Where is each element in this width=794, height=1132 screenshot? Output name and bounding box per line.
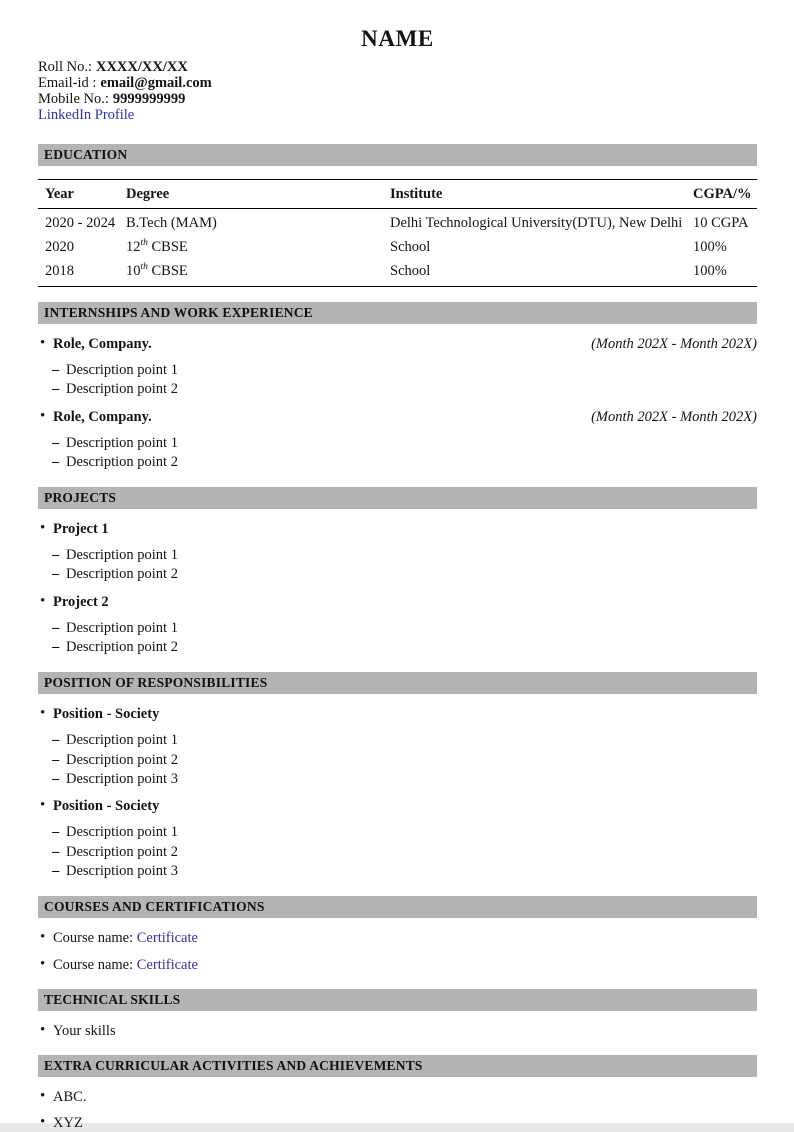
- responsibilities-section: [38, 706, 757, 881]
- entry-points: [38, 823, 757, 881]
- cell-year: 2020: [45, 239, 74, 255]
- course-item: [38, 930, 757, 947]
- course-item: [38, 957, 757, 974]
- cell-degree: B.Tech (MAM): [126, 215, 217, 231]
- education-header-row: [38, 180, 757, 209]
- section-header-projects: PROJECTS: [38, 487, 757, 509]
- entry-head: [38, 336, 757, 353]
- page-title: NAME: [361, 26, 434, 51]
- table-row: [38, 209, 757, 236]
- list-item: – Description point 1: [38, 546, 757, 565]
- entry-head: [38, 594, 757, 611]
- entry-date: (Month 202X - Month 202X): [591, 408, 757, 425]
- section-header-internships: INTERNSHIPS AND WORK EXPERIENCE: [38, 302, 757, 324]
- certificate-link[interactable]: Certificate: [136, 956, 198, 973]
- section-header-skills: TECHNICAL SKILLS: [38, 989, 757, 1011]
- skill-item: • Your skills: [38, 1023, 757, 1040]
- cell-cgpa: 10 CGPA: [693, 215, 749, 231]
- project-entry: [38, 594, 757, 658]
- list-item: – Description point 1: [38, 361, 757, 380]
- extracurricular-section: [38, 1089, 757, 1132]
- entry-title: • Project 1: [53, 521, 109, 538]
- achievement-item: • ABC.: [38, 1089, 757, 1106]
- section-header-extracurricular: EXTRA CURRICULAR ACTIVITIES AND ACHIEVEMENTS: [38, 1055, 757, 1077]
- list-item: – Description point 2: [38, 751, 757, 770]
- entry-head: [38, 706, 757, 723]
- list-item: – Description point 2: [38, 638, 757, 657]
- cell-degree: 10th CBSE: [126, 262, 188, 279]
- email-label: Email-id :: [38, 75, 97, 91]
- section-header-responsibilities: POSITION OF RESPONSIBILITIES: [38, 672, 757, 694]
- achievement-item: • XYZ: [38, 1115, 757, 1132]
- list-item: – Description point 2: [38, 380, 757, 399]
- entry-title: • Position - Society: [53, 706, 160, 723]
- email-value: email@gmail.com: [100, 75, 212, 91]
- list-item: – Description point 1: [38, 619, 757, 638]
- projects-section: [38, 521, 757, 657]
- cell-institute: School: [390, 263, 431, 279]
- email-line: [38, 75, 757, 91]
- entry-head: [38, 798, 757, 815]
- table-row: [38, 260, 757, 287]
- column-header-degree: Degree: [126, 180, 390, 209]
- internships-section: [38, 336, 757, 472]
- entry-points: [38, 731, 757, 789]
- list-item: – Description point 1: [38, 823, 757, 842]
- course-label: Course name:: [53, 930, 134, 947]
- list-item: – Description point 1: [38, 434, 757, 453]
- cell-year: 2020 - 2024: [45, 215, 116, 231]
- linkedin-line: [38, 107, 757, 123]
- project-entry: [38, 521, 757, 585]
- entry-head: [38, 521, 757, 538]
- cell-cgpa: 100%: [693, 239, 727, 255]
- internship-entry: [38, 409, 757, 473]
- entry-points: [38, 434, 757, 473]
- list-item: – Description point 3: [38, 862, 757, 881]
- column-header-institute: Institute: [390, 180, 693, 209]
- list-item: – Description point 2: [38, 843, 757, 862]
- list-item: – Description point 2: [38, 565, 757, 584]
- certificate-link[interactable]: Certificate: [136, 930, 198, 947]
- roll-number-label: Roll No.:: [38, 59, 92, 75]
- mobile-line: [38, 91, 757, 107]
- contact-block: [38, 59, 757, 123]
- education-table: [38, 179, 757, 287]
- roll-number-value: XXXX/XX/XX: [95, 59, 188, 75]
- mobile-label: Mobile No.:: [38, 91, 109, 107]
- mobile-value: 9999999999: [112, 91, 186, 107]
- linkedin-link[interactable]: LinkedIn Profile: [38, 107, 135, 123]
- roll-number-line: [38, 59, 757, 75]
- entry-title: • Role, Company.: [53, 336, 152, 352]
- courses-section: [38, 930, 757, 974]
- cell-degree: 12th CBSE: [126, 238, 188, 255]
- skills-section: [38, 1023, 757, 1040]
- cell-institute: Delhi Technological University(DTU), New Delhi: [390, 215, 683, 231]
- list-item: – Description point 3: [38, 770, 757, 789]
- section-header-courses: COURSES AND CERTIFICATIONS: [38, 896, 757, 918]
- entry-points: [38, 361, 757, 400]
- entry-head: [38, 409, 757, 426]
- cell-year: 2018: [45, 263, 74, 279]
- table-row: [38, 236, 757, 260]
- column-header-year: Year: [38, 180, 126, 209]
- list-item: – Description point 2: [38, 453, 757, 472]
- responsibility-entry: [38, 706, 757, 789]
- entry-points: [38, 619, 757, 658]
- entry-title: • Role, Company.: [53, 408, 152, 425]
- entry-points: [38, 546, 757, 585]
- column-header-cgpa: CGPA/%: [693, 180, 757, 209]
- course-label: Course name:: [53, 956, 134, 973]
- entry-date: (Month 202X - Month 202X): [591, 336, 757, 352]
- entry-title: • Position - Society: [53, 798, 160, 815]
- responsibility-entry: [38, 798, 757, 881]
- section-header-education: EDUCATION: [38, 144, 757, 166]
- cell-cgpa: 100%: [693, 263, 727, 279]
- internship-entry: [38, 336, 757, 400]
- cell-institute: School: [390, 239, 431, 255]
- list-item: – Description point 1: [38, 731, 757, 750]
- entry-title: • Project 2: [53, 593, 109, 610]
